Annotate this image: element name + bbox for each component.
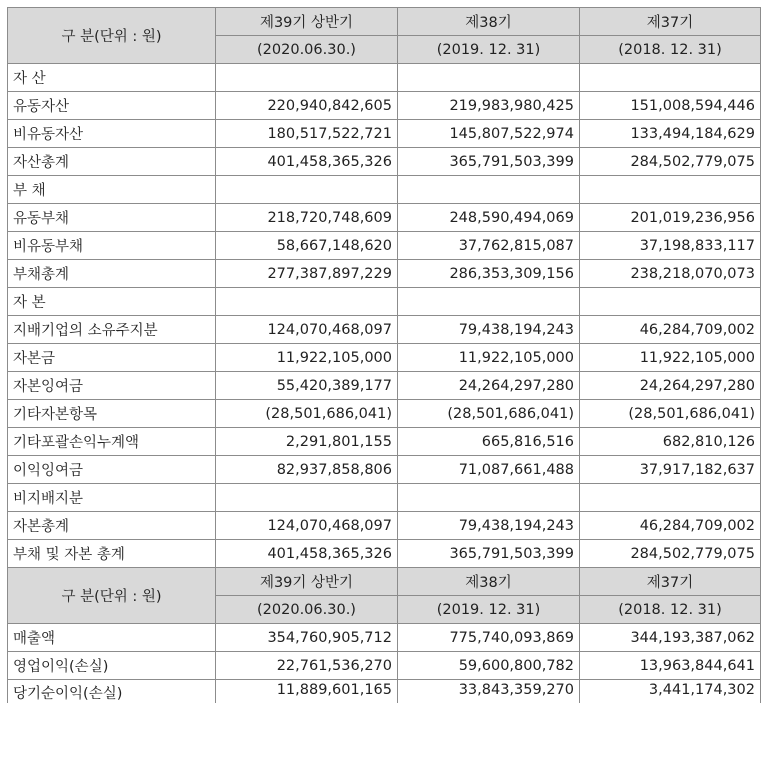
row-value: 284,502,779,075 (580, 148, 761, 176)
table-row (8, 680, 761, 704)
row-value (398, 176, 580, 204)
row-label: 기타자본항목 (8, 400, 216, 428)
row-value: 71,087,661,488 (398, 456, 580, 484)
row-value (398, 64, 580, 92)
row-label: 당기순이익(손실) (8, 680, 216, 704)
date-header: (2018. 12. 31) (580, 596, 761, 624)
table-row (8, 624, 761, 652)
table-row (8, 92, 761, 120)
category-header: 구 분(단위 : 원) (8, 568, 216, 624)
row-value: 11,922,105,000 (216, 344, 398, 372)
row-label: 자본총계 (8, 512, 216, 540)
table-row (8, 260, 761, 288)
row-value: 682,810,126 (580, 428, 761, 456)
row-value: 220,940,842,605 (216, 92, 398, 120)
row-value: 775,740,093,869 (398, 624, 580, 652)
row-value: 11,922,105,000 (398, 344, 580, 372)
row-value: 46,284,709,002 (580, 316, 761, 344)
row-value: 365,791,503,399 (398, 148, 580, 176)
row-label: 지배기업의 소유주지분 (8, 316, 216, 344)
row-value: 218,720,748,609 (216, 204, 398, 232)
row-value (216, 64, 398, 92)
date-header: (2018. 12. 31) (580, 36, 761, 64)
row-value (580, 176, 761, 204)
row-value: 37,198,833,117 (580, 232, 761, 260)
row-label: 자본잉여금 (8, 372, 216, 400)
period-header: 제38기 (398, 568, 580, 596)
header-row-periods (8, 8, 761, 36)
row-label: 부채 및 자본 총계 (8, 540, 216, 568)
table-row (8, 232, 761, 260)
row-value: 11,889,601,165 (216, 680, 398, 704)
row-value (216, 176, 398, 204)
row-label: 자산총계 (8, 148, 216, 176)
row-value: 284,502,779,075 (580, 540, 761, 568)
period-header: 제38기 (398, 8, 580, 36)
table-row (8, 512, 761, 540)
row-value: 82,937,858,806 (216, 456, 398, 484)
row-value: 344,193,387,062 (580, 624, 761, 652)
row-value: 124,070,468,097 (216, 512, 398, 540)
table-row (8, 540, 761, 568)
row-value: 55,420,389,177 (216, 372, 398, 400)
row-value: 248,590,494,069 (398, 204, 580, 232)
row-value: 124,070,468,097 (216, 316, 398, 344)
table-row (8, 428, 761, 456)
row-value: 13,963,844,641 (580, 652, 761, 680)
period-header: 제39기 상반기 (216, 8, 398, 36)
table-row (8, 484, 761, 512)
date-header: (2019. 12. 31) (398, 36, 580, 64)
row-label: 부 채 (8, 176, 216, 204)
table-row (8, 176, 761, 204)
row-value: (28,501,686,041) (398, 400, 580, 428)
date-header: (2020.06.30.) (216, 36, 398, 64)
row-value: 46,284,709,002 (580, 512, 761, 540)
table-row (8, 372, 761, 400)
row-label: 이익잉여금 (8, 456, 216, 484)
table-row (8, 120, 761, 148)
row-value: 2,291,801,155 (216, 428, 398, 456)
date-header: (2019. 12. 31) (398, 596, 580, 624)
row-value: 219,983,980,425 (398, 92, 580, 120)
row-value: 354,760,905,712 (216, 624, 398, 652)
table-row (8, 456, 761, 484)
period-header: 제39기 상반기 (216, 568, 398, 596)
row-value (398, 288, 580, 316)
row-value: 201,019,236,956 (580, 204, 761, 232)
row-value: (28,501,686,041) (580, 400, 761, 428)
row-value: 79,438,194,243 (398, 512, 580, 540)
row-value: 24,264,297,280 (580, 372, 761, 400)
row-label: 자 본 (8, 288, 216, 316)
row-value: 133,494,184,629 (580, 120, 761, 148)
row-value (398, 484, 580, 512)
row-value: 22,761,536,270 (216, 652, 398, 680)
table-row (8, 316, 761, 344)
row-value: 180,517,522,721 (216, 120, 398, 148)
row-value: 665,816,516 (398, 428, 580, 456)
row-value: (28,501,686,041) (216, 400, 398, 428)
row-label: 기타포괄손익누계액 (8, 428, 216, 456)
category-header: 구 분(단위 : 원) (8, 8, 216, 64)
financial-summary-body (8, 8, 761, 704)
row-value: 33,843,359,270 (398, 680, 580, 704)
row-label: 부채총계 (8, 260, 216, 288)
row-label: 비유동부채 (8, 232, 216, 260)
row-value (216, 484, 398, 512)
row-value: 37,917,182,637 (580, 456, 761, 484)
row-label: 비지배지분 (8, 484, 216, 512)
row-value: 11,922,105,000 (580, 344, 761, 372)
table-row (8, 288, 761, 316)
table-row (8, 148, 761, 176)
row-value (580, 484, 761, 512)
row-value (580, 288, 761, 316)
period-header: 제37기 (580, 8, 761, 36)
row-label: 자본금 (8, 344, 216, 372)
table-row (8, 344, 761, 372)
row-value: 238,218,070,073 (580, 260, 761, 288)
table-row (8, 204, 761, 232)
date-header: (2020.06.30.) (216, 596, 398, 624)
row-label: 유동부채 (8, 204, 216, 232)
row-value: 37,762,815,087 (398, 232, 580, 260)
row-value: 365,791,503,399 (398, 540, 580, 568)
row-value: 58,667,148,620 (216, 232, 398, 260)
row-value: 151,008,594,446 (580, 92, 761, 120)
row-value: 286,353,309,156 (398, 260, 580, 288)
row-label: 영업이익(손실) (8, 652, 216, 680)
row-value: 59,600,800,782 (398, 652, 580, 680)
row-value: 3,441,174,302 (580, 680, 761, 704)
row-value: 24,264,297,280 (398, 372, 580, 400)
table-row (8, 652, 761, 680)
row-value (216, 288, 398, 316)
row-label: 비유동자산 (8, 120, 216, 148)
row-value: 145,807,522,974 (398, 120, 580, 148)
row-label: 자 산 (8, 64, 216, 92)
row-label: 매출액 (8, 624, 216, 652)
row-value: 79,438,194,243 (398, 316, 580, 344)
header-row-periods (8, 568, 761, 596)
row-value (580, 64, 761, 92)
row-label: 유동자산 (8, 92, 216, 120)
table-row (8, 400, 761, 428)
row-value: 277,387,897,229 (216, 260, 398, 288)
row-value: 401,458,365,326 (216, 540, 398, 568)
period-header: 제37기 (580, 568, 761, 596)
table-row (8, 64, 761, 92)
financial-summary-table (7, 7, 761, 703)
row-value: 401,458,365,326 (216, 148, 398, 176)
